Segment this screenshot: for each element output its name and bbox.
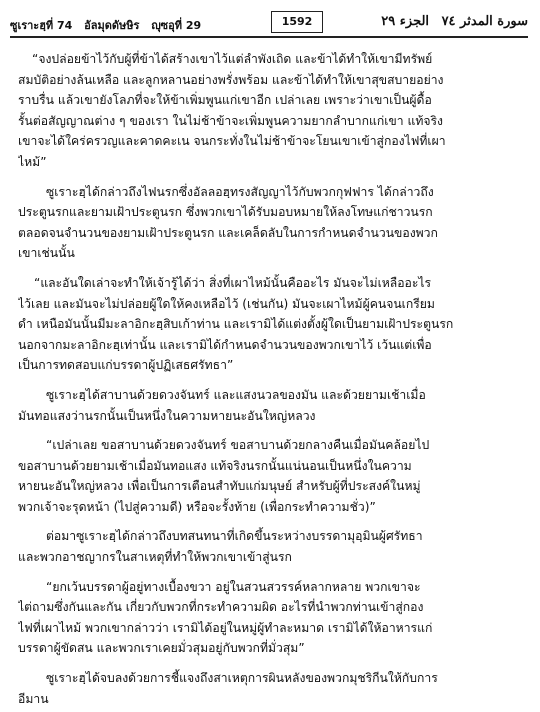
text-line: หายนะอันใหญ่หลวง เพื่อเป็นการเตือนสำทับแก่มนุษย์ สำหรับผู้ที่ประสงค์ในหมู่ — [18, 479, 421, 494]
header-thai-info — [10, 16, 209, 34]
text-line: ไต่ถามซึ่งกันและกัน เกี่ยวกับพวกที่กระทำความผิด อะไรที่นำพวกท่านเข้าสู่กอง — [18, 600, 424, 615]
paragraph — [18, 577, 524, 659]
text-line: บรรดาผู้ขัดสน และพวกเราเคยมั่วสุมอยู่กับพวกที่มั่วสุม” — [18, 641, 305, 656]
text-line: และพวกอาชญากรในสาเหตุที่ทำให้พวกเขาเข้าสู่นรก — [18, 550, 292, 565]
text-line: ไหม้” — [18, 154, 47, 169]
juz-label: ญุซอุที่ 29 — [151, 19, 202, 32]
paragraph — [18, 526, 524, 567]
juz-arabic-label: الجزء ٢٩ — [381, 14, 430, 29]
paragraph — [18, 182, 524, 264]
text-line: นอกจากมะลาอิกะฮฺเท่านั้น และเรามิได้กำหนดจำนวนของพวกเขาไว้ เว้นแต่เพื่อ — [18, 337, 432, 352]
text-line: อีมาน — [18, 691, 49, 706]
paragraph — [18, 273, 524, 376]
paragraph — [18, 668, 524, 709]
surah-arabic-label: سورة المدثر ٧٤ — [441, 14, 528, 29]
text-line: สมบัติอย่างล้นเหลือ และลูกหลานอย่างพรั่งพร้อม และข้าได้ทำให้เขาสุขสบายอย่าง — [18, 72, 444, 87]
text-line: ไว้เลย และมันจะไม่ปล่อยผู้ใดให้คงเหลือไว้ (เช่นกัน) มันจะเผาไหม้ผู้คนจนเกรียม — [18, 296, 435, 311]
text-line: เขาเช่นนั้น — [18, 246, 75, 261]
text-line: ไฟที่เผาไหม้ พวกเขากล่าวว่า เรามิได้อยู่ในหมู่ผู้ทำละหมาด เรามิได้ให้อาหารแก่ — [18, 620, 433, 635]
text-line: ซูเราะฮฺได้จบลงด้วยการชี้แจงถึงสาเหตุการผินหลังของพวกมุชริกีนให้กับการ — [46, 671, 438, 686]
text-line: ดำ เหนือมันนั้นมีมะลาอิกะฮฺสิบเก้าท่าน และเรามิได้แต่งตั้งผู้ใดเป็นยามเฝ้าประตูนรก — [18, 317, 454, 332]
page-number-box: 1592 — [271, 11, 323, 33]
text-line: รั้นต่อสัญญาณต่าง ๆ ของเรา ในไม่ช้าข้าจะเพิ่มพูนความยากลำบากแก่เขา แท้จริง — [18, 113, 444, 128]
text-line: “ยกเว้นบรรดาผู้อยู่ทางเบื้องขวา อยู่ในสวนสวรรค์หลากหลาย พวกเขาจะ — [46, 579, 421, 594]
text-line: “เปล่าเลย ขอสาบานด้วยดวงจันทร์ ขอสาบานด้วยกลางคืนเมื่อมันคล้อยไป — [46, 438, 430, 453]
text-line: ขอสาบานด้วยยามเช้าเมื่อมันทอแสง แท้จริงนรกนั้นแน่นอนเป็นหนึ่งในความ — [18, 458, 412, 473]
text-line: พวกเจ้าจะรุดหน้า (ไปสู่ความดี) หรือจะรั้งท้าย (เพื่อกระทำความชั่ว)” — [18, 499, 376, 514]
text-line: มันทอแสงว่านรกนั้นเป็นหนึ่งในความหายนะอันใหญ่หลวง — [18, 408, 316, 423]
page-body — [18, 49, 524, 709]
text-line: ซูเราะฮฺได้สาบานด้วยดวงจันทร์ และแสงนวลของมัน และด้วยยามเช้าเมื่อ — [46, 387, 426, 402]
text-line: ประตูนรกและยามเฝ้าประตูนรก ซึ่งพวกเขาได้รับมอบหมายให้ลงโทษแก่ชาวนรก — [18, 205, 433, 220]
surah-name-label: อัลมุดดัษษิร — [84, 19, 140, 32]
paragraph — [18, 435, 524, 517]
text-line: ราบรื่น แล้วเขายังโลภที่จะให้ข้าเพิ่มพูนแก่เขาอีก เปล่าเลย เพราะว่าเขาเป็นผู้ดื้อ — [18, 93, 432, 108]
text-line: ตลอดจนจำนวนของยามเฝ้าประตูนรก และเคล็ดลับในการกำหนดจำนวนของพวก — [18, 225, 438, 240]
page-header — [10, 10, 528, 38]
text-line: ซูเราะฮฺได้กล่าวถึงไฟนรกซึ่งอัลลอฮฺทรงสัญญาไว้กับพวกกุฟฟาร ได้กล่าวถึง — [46, 184, 434, 199]
text-line: ต่อมาซูเราะฮฺได้กล่าวถึงบทสนทนาที่เกิดขึ้นระหว่างบรรดามุอฺมินผู้ศรัทธา — [46, 529, 423, 544]
paragraph — [18, 49, 524, 173]
text-line: เขาจะได้ใคร่ครวญและคาดคะเน จนกระทั่งในไม่ช้าข้าจะโยนเขาเข้าสู่กองไฟที่เผา — [18, 134, 446, 149]
surah-number-label: ซูเราะฮฺที่ 74 — [10, 19, 73, 32]
paragraph — [18, 385, 524, 426]
header-arabic-info — [373, 14, 528, 29]
text-line: “และอันใดเล่าจะทำให้เจ้ารู้ได้ว่า สิ่งที่เผาไหม้นั้นคืออะไร มันจะไม่เหลืออะไร — [34, 275, 432, 290]
text-line: เป็นการทดสอบแก่บรรดาผู้ปฏิเสธศรัทธา” — [18, 358, 234, 373]
text-line: “จงปล่อยข้าไว้กับผู้ที่ข้าได้สร้างเขาไว้แต่ลำพังเถิด และข้าได้ทำให้เขามีทรัพย์ — [32, 52, 433, 66]
